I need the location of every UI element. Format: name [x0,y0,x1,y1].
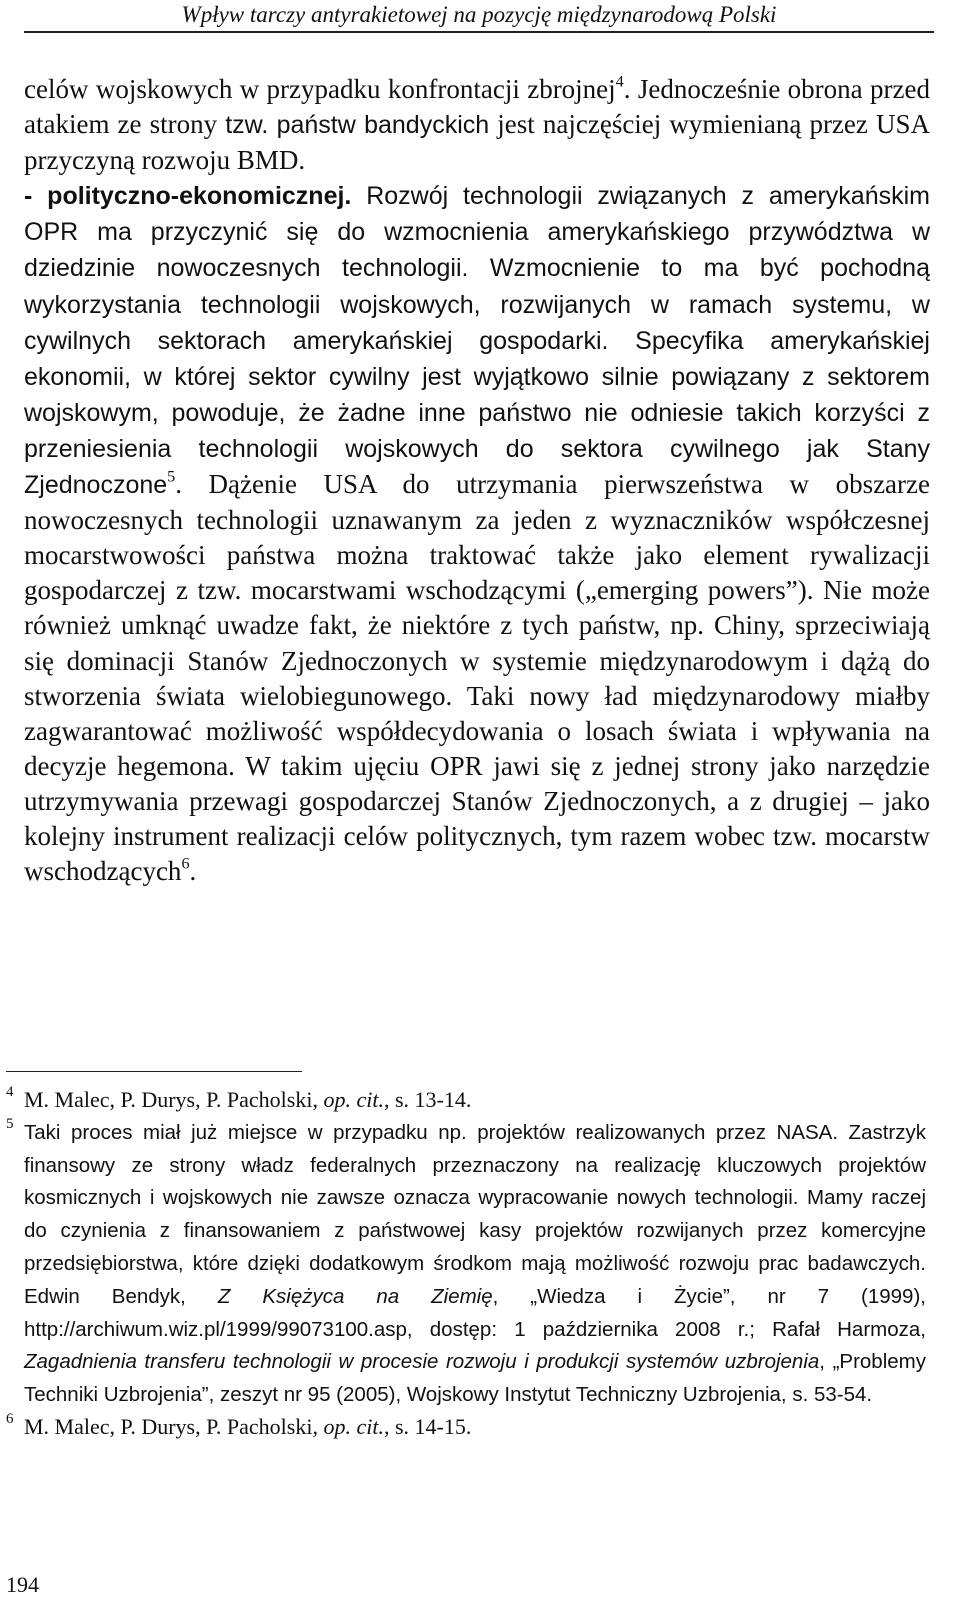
footnotes [6,1084,926,1443]
footnote-italic: op. cit. [323,1413,384,1439]
paragraph-1 [24,72,930,178]
footnote-6 [6,1411,926,1443]
footnote-italic: Zagadnienia transferu technologii w procesie rozwoju i produkcji systemów uzbrojenia [24,1350,820,1374]
footnote-number: 5 [6,1115,14,1132]
footnote-4 [6,1084,926,1116]
footnote-italic: Z Księżyca na Ziemię [217,1284,493,1308]
footnote-text: , „Problemy Techniki Uzbrojenia”, zeszyt nr 95 (2005), Wojskowy Instytut Techniczny Uzbrojenia, s. 53-54. [24,1350,926,1407]
body-text [24,72,930,889]
running-header [24,0,934,33]
footnote-text: M. Malec, P. Durys, P. Pacholski, [24,1087,324,1112]
paragraph-2-text-b: Specyfika amerykańskiej ekonomii, w której sektor cywilny jest wyjątkowo silnie powiązany z sektorem wojskowym, powoduje, że żadne inne państwo nie odniesie takich korzyści z przeniesienia technologii wojskowych do sektora cywilnego jak Stany Zjednoczone [24,326,930,500]
paragraph-1-text-b: . Jednocześnie obrona przed atakiem ze strony [24,74,930,140]
paragraph-2 [24,178,930,889]
page-number: 194 [6,1572,39,1597]
paragraph-2-text-c: . Dążenie USA do utrzymania pierwszeństwa w obszarze nowoczesnych technologii uznawanym za jeden z wyznaczników współczesnej mocarstwowości państwa można traktować także jako element rywalizacji gospodarczej z tzw. mocarstwami wschodzącymi („emerging powers”). Nie może również umknąć uwadze fakt, że niektóre z tych państw, np. Chiny, sprzeciwiają się dominacji Stanów Zjednoczonych w systemie międzynarodowym i dążą do stworzenia świata wielobiegunowego. Taki nowy ład międzynarodowy miałby zagwarantować możliwość współdecydowania o losach świata i wpływania na decyzje hegemona. W takim ujęciu OPR jawi się z jednej strony jako narzędzie utrzymywania przewagi gospodarczej Stanów Zjednoczonych, a z drugiej – jako kolejny instrument realizacji celów politycznych, tym razem wobec tzw. mocarstw wschodzących [24,469,930,887]
footnote-text: , „Wiedza i Życie”, nr 7 (1999), http://archiwum.wiz.pl/1999/99073100.asp, dostęp: 1 października 2008 r.; Rafał Harmoza, [24,1284,926,1341]
footnote-text: , s. 14-15. [383,1413,472,1439]
footnote-number: 4 [6,1084,14,1100]
footnote-separator [6,1071,302,1072]
paragraph-1-text-c: tzw. państw bandyckich [225,111,490,140]
footnote-ref-4[interactable]: 4 [615,72,624,91]
paragraph-1-text-d: jest najczęściej wymienianą przez USA przyczyną rozwoju BMD. [24,109,930,176]
footnote-ref-6[interactable]: 6 [181,854,190,873]
paragraph-1-text-a: celów wojskowych w przypadku konfrontacji zbrojnej [24,74,616,104]
footnote-italic: op. cit. [323,1087,384,1112]
footnote-text: , s. 13-14. [383,1087,472,1112]
footnote-number: 6 [6,1410,14,1427]
paragraph-2-text-a: Rozwój technologii związanych z amerykańskim OPR ma przyczynić się do wzmocnienia amerykańskiego przywództwa w dziedzinie nowoczesnych technologii. Wzmocnienie to ma być pochodną wykorzystania technologii wojskowych, rozwijanych w ramach systemu, w cywilnych sektorach amerykańskiej gospodarki. [24,182,930,355]
footnote-ref-5[interactable]: 5 [167,467,176,486]
footnote-text: Taki proces miał już miejsce w przypadku np. projektów realizowanych przez NASA. Zastrzyk finansowy ze strony władz federalnych przeznaczony na realizację kluczowych projektów kosmicznych i wojskowych nie zawsze oznacza wypracowanie nowych technologii. Mamy raczej do czynienia z finansowaniem z państwowej kasy projektów rozwijanych przez komercyjne przedsiębiorstwa, które dzięki dodatkowym środkom mają możliwość rozwoju prac badawczych. Edwin Bendyk, [24,1120,926,1308]
footnote-text: M. Malec, P. Durys, P. Pacholski, [24,1413,324,1439]
running-title: Wpływ tarczy antyrakietowej na pozycję międzynarodową Polski [181,2,777,27]
section-label-political-economic: - polityczno-ekonomicznej. [24,182,352,211]
footnote-5 [6,1116,926,1411]
paragraph-2-text-d: . [189,856,197,887]
